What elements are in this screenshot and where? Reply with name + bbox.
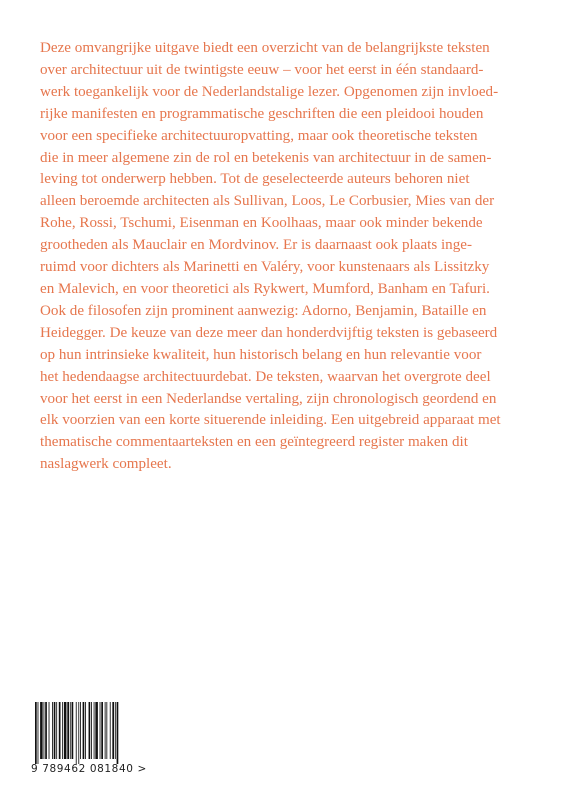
blurb-line: op hun intrinsieke kwaliteit, hun historisch belang en hun relevantie voor	[40, 346, 482, 363]
blurb-line: Deze omvangrijke uitgave biedt een overzicht van de belangrijkste teksten	[40, 40, 490, 56]
blurb-line: het hedendaagse architectuurdebat. De teksten, waarvan het overgrote deel	[40, 368, 491, 385]
blurb-line: grootheden als Mauclair en Mordvinov. Er is daarnaast ook plaats inge-	[40, 237, 472, 254]
blurb-line: leving tot onderwerp hebben. Tot de geselecteerde auteurs behoren niet	[40, 171, 470, 188]
blurb-line: Ook de filosofen zijn prominent aanwezig: Adorno, Benjamin, Bataille en	[40, 302, 487, 319]
blurb-line: die in meer algemene zin de rol en betekenis van architectuur in de samen-	[40, 149, 492, 166]
isbn-number: 9 789462 081840 >	[31, 763, 147, 775]
blurb-line: elk voorzien van een korte situerende inleiding. Een uitgebreid apparaat met	[40, 412, 501, 429]
blurb-line: voor het eerst in een Nederlandse vertaling, zijn chronologisch geordend en	[40, 390, 497, 407]
blurb-line: ruimd voor dichters als Marinetti en Valéry, voor kunstenaars als Lissitzky	[40, 259, 490, 276]
barcode	[31, 702, 147, 780]
barcode-bars	[35, 702, 139, 764]
blurb-line: rijke manifesten en programmatische geschriften die een pleidooi houden	[40, 105, 484, 122]
blurb-line: en Malevich, en voor theoretici als Rykwert, Mumford, Banham en Tafuri.	[40, 280, 490, 297]
blurb-line: thematische commentaarteksten en een geïntegreerd register maken dit	[40, 434, 468, 451]
blurb-line: werk toegankelijk voor de Nederlandstalige lezer. Opgenomen zijn invloed-	[40, 83, 499, 100]
blurb-line: voor een specifieke architectuuropvatting, maar ook theoretische teksten	[40, 127, 478, 144]
blurb-line: alleen beroemde architecten als Sullivan, Loos, Le Corbusier, Mies van der	[40, 193, 495, 210]
blurb-line: Heidegger. De keuze van deze meer dan honderdvijftig teksten is gebaseerd	[40, 324, 498, 341]
blurb-line: naslagwerk compleet.	[40, 456, 172, 473]
blurb-line: over architectuur uit de twintigste eeuw – voor het eerst in één standaard-	[40, 61, 484, 78]
blurb-text	[40, 38, 540, 476]
blurb-line: Rohe, Rossi, Tschumi, Eisenman en Koolhaas, maar ook minder bekende	[40, 215, 483, 232]
